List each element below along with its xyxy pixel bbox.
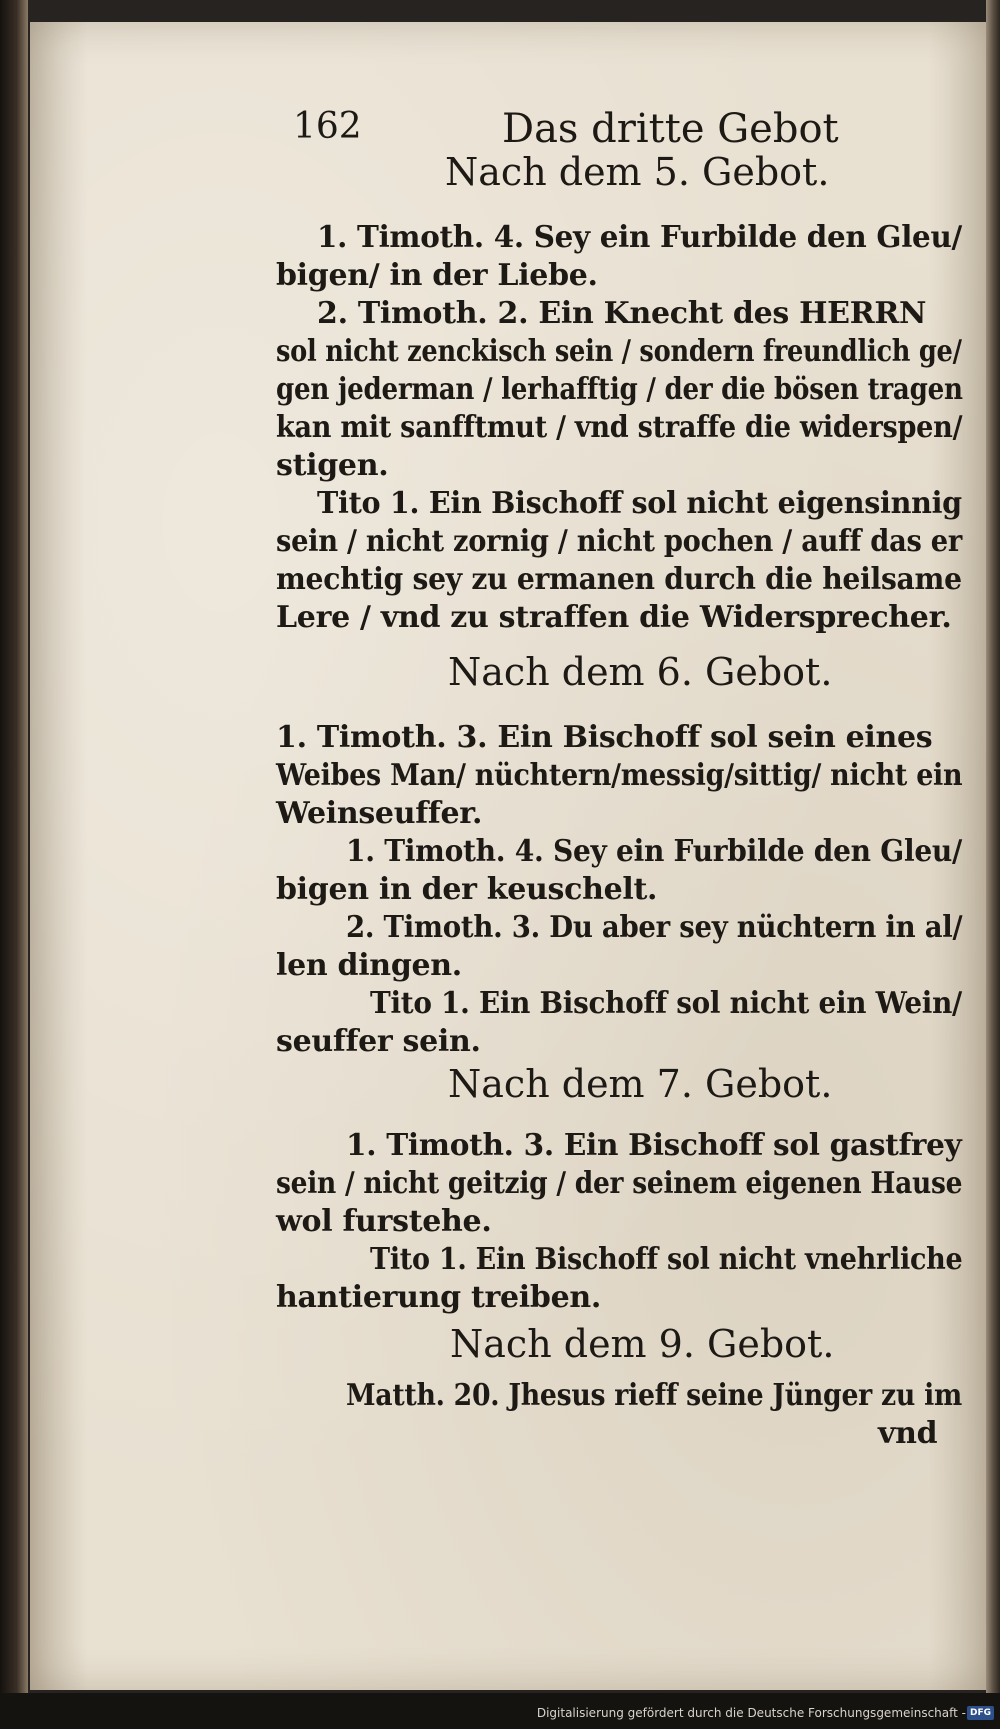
section-heading: Nach dem 6. Gebot.	[448, 650, 833, 694]
text-line: stigen.	[276, 448, 389, 483]
book-binding	[0, 0, 28, 1729]
text-line: 1. Timoth. 4. Sey ein Furbilde den Gleu/	[346, 834, 962, 869]
text-line: kan mit sanfftmut / vnd straffe die widerspen/	[276, 410, 963, 445]
text-line: Lere / vnd zu straffen die Widersprecher.	[276, 600, 952, 635]
book-page	[30, 22, 986, 1690]
text-line: Tito 1. Ein Bischoff sol nicht eigensinnig	[317, 486, 962, 521]
text-line: 2. Timoth. 2. Ein Knecht des HERRN	[317, 296, 927, 331]
text-line: Weinseuffer.	[276, 796, 483, 831]
text-line: sein / nicht geitzig / der seinem eigenen Hause	[276, 1166, 963, 1201]
text-line: sein / nicht zornig / nicht pochen / auff das er	[276, 524, 962, 559]
catchword: vnd	[878, 1416, 938, 1451]
text-line: wol furstehe.	[276, 1204, 492, 1239]
text-line: 2. Timoth. 3. Du aber sey nüchtern in al/	[346, 910, 963, 945]
funding-credit: Digitalisierung gefördert durch die Deutsche Forschungsgemeinschaft -	[536, 1706, 966, 1720]
page-number: 162	[293, 106, 362, 147]
section-heading: Nach dem 9. Gebot.	[450, 1322, 835, 1366]
text-line: 1. Timoth. 4. Sey ein Furbilde den Gleu/	[317, 220, 962, 255]
text-line: Matth. 20. Jhesus rieff seine Jünger zu im	[346, 1378, 962, 1413]
footer-bar	[0, 1693, 1000, 1729]
text-line: mechtig sey zu ermanen durch die heilsame	[276, 562, 962, 597]
text-line: Tito 1. Ein Bischoff sol nicht vnehrliche	[370, 1242, 963, 1277]
text-line: gen jederman / lerhafftig / der die bösen tragen	[276, 372, 963, 407]
text-line: 1. Timoth. 3. Ein Bischoff sol gastfrey	[346, 1128, 962, 1163]
text-line: 1. Timoth. 3. Ein Bischoff sol sein eines	[276, 720, 933, 755]
text-line: Tito 1. Ein Bischoff sol nicht ein Wein/	[370, 986, 962, 1021]
running-title: Das dritte Gebot	[502, 106, 839, 152]
text-line: bigen/ in der Liebe.	[276, 258, 598, 293]
section-heading: Nach dem 5. Gebot.	[445, 150, 830, 194]
text-line: Weibes Man/ nüchtern/messig/sittig/ nicht ein	[276, 758, 963, 793]
text-line: hantierung treiben.	[276, 1280, 602, 1315]
text-line: bigen in der keuschelt.	[276, 872, 658, 907]
dfg-logo-icon: DFG	[967, 1706, 994, 1720]
text-line: seuffer sein.	[276, 1024, 481, 1059]
page-edge	[986, 0, 1000, 1729]
section-heading: Nach dem 7. Gebot.	[448, 1062, 833, 1106]
text-line: len dingen.	[276, 948, 462, 983]
text-line: sol nicht zenckisch sein / sondern freundlich ge/	[276, 334, 962, 369]
